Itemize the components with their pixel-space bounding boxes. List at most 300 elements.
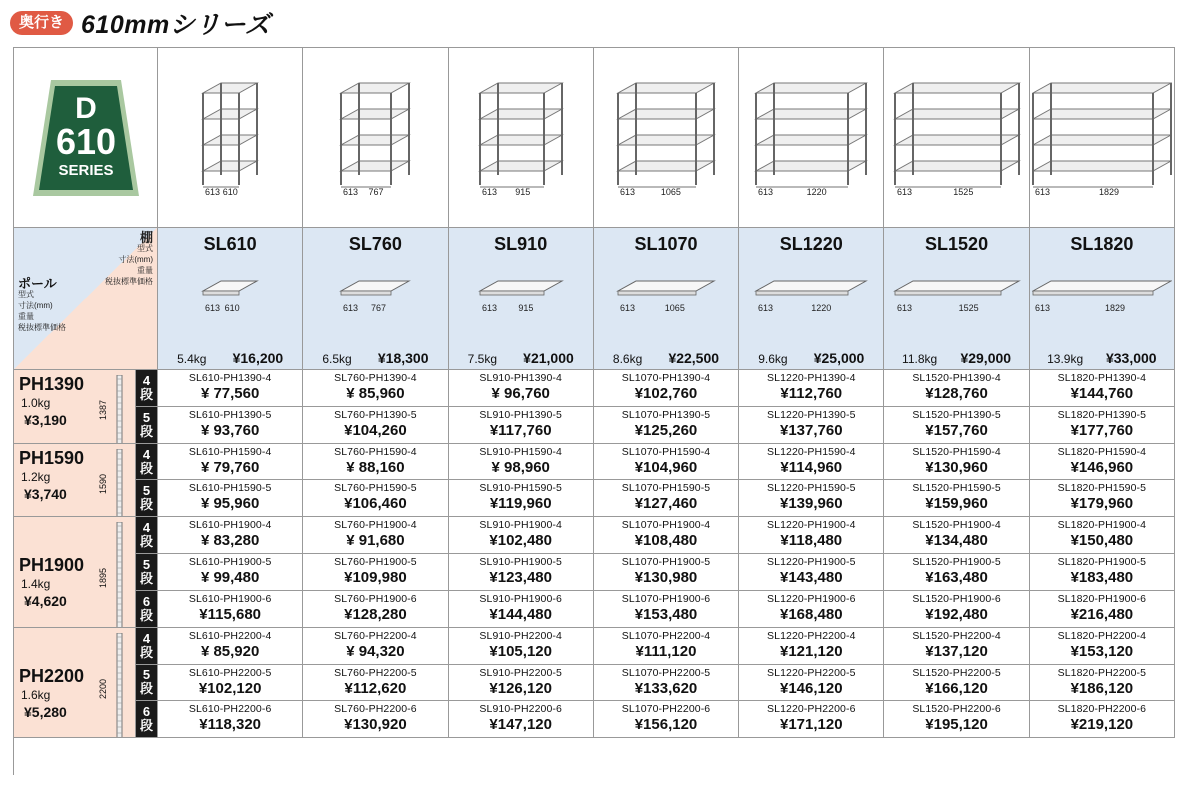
set-price: ¥137,760 (779, 421, 843, 439)
pole-model-name: PH1900 (19, 555, 85, 576)
set-price-cell (884, 444, 1029, 481)
set-model-code: SL610-PH2200-4 (188, 629, 272, 642)
set-model-code: SL1220-PH2200-4 (767, 629, 856, 642)
set-price-cell (158, 370, 303, 407)
set-price-cell (449, 628, 594, 665)
depth-dimension: 613 (1034, 186, 1050, 197)
tier-unit: 段 (139, 534, 153, 550)
rack-image-sl610 (158, 48, 303, 228)
set-model-code: SL1820-PH1900-6 (1057, 592, 1147, 605)
set-price: ¥153,480 (634, 605, 698, 623)
tier-count (136, 370, 158, 407)
logo-number: 610 (55, 120, 116, 162)
set-model-code: SL1520-PH2200-5 (912, 666, 1001, 679)
set-price-cell (303, 407, 448, 444)
tier-unit: 段 (139, 718, 153, 734)
tier-count (136, 444, 158, 481)
shelf-spec-sl1520 (884, 228, 1029, 370)
set-model-code: SL1070-PH1900-4 (621, 519, 711, 532)
set-model-code: SL760-PH1900-6 (334, 592, 417, 605)
tier-unit: 段 (139, 607, 153, 623)
set-model-code: SL1220-PH1900-5 (767, 556, 856, 569)
set-price: ¥150,480 (1070, 532, 1134, 550)
set-price: ¥146,960 (1070, 458, 1134, 476)
shelf-weight: 8.6kg (612, 352, 643, 366)
set-model-code: SL910-PH1900-6 (479, 592, 562, 605)
set-price-cell (884, 554, 1029, 591)
set-price: ¥112,760 (780, 385, 843, 402)
shelving-rack-illustration (1032, 53, 1172, 223)
set-model-code: SL1520-PH1900-4 (912, 519, 1001, 532)
set-model-code: SL1070-PH1590-5 (621, 482, 711, 495)
width-dimension: 1829 (1104, 303, 1125, 313)
tier-count (136, 591, 158, 628)
set-price: ¥102,480 (489, 532, 552, 550)
set-price-cell (884, 701, 1029, 738)
set-price-cell (739, 407, 884, 444)
set-price: ¥102,120 (198, 679, 262, 697)
set-price: ¥168,480 (779, 605, 843, 623)
width-dimension: 1220 (806, 186, 827, 197)
shelf-board-illustration (741, 275, 881, 327)
shelf-model-name: SL1070 (634, 234, 698, 254)
tier-count (136, 407, 158, 444)
pole-illustration (115, 449, 125, 518)
set-price: ¥126,120 (489, 679, 552, 697)
set-model-code: SL1520-PH1390-5 (912, 408, 1001, 421)
set-price-cell (158, 591, 303, 628)
set-model-code: SL610-PH1390-4 (188, 372, 272, 384)
set-price: ¥ 88,160 (346, 458, 405, 476)
set-price: ¥144,480 (489, 605, 552, 623)
pole-price: ¥4,620 (24, 593, 67, 610)
set-price-cell (158, 665, 303, 702)
page-header (10, 8, 270, 38)
set-model-code: SL610-PH2200-5 (188, 666, 272, 679)
set-price: ¥111,120 (635, 642, 697, 660)
shelf-price: ¥16,200 (232, 350, 284, 366)
width-dimension: 1065 (664, 303, 685, 313)
depth-dimension: 613 (481, 303, 497, 313)
set-price: ¥112,620 (344, 679, 407, 697)
pole-price: ¥3,190 (24, 412, 67, 428)
set-model-code: SL1070-PH1900-6 (621, 592, 711, 605)
set-price: ¥ 79,760 (200, 458, 260, 476)
pole-weight: 1.2kg (21, 469, 51, 484)
shelf-weight: 6.5kg (322, 352, 352, 366)
set-price-cell (303, 628, 448, 665)
set-model-code: SL910-PH1390-5 (479, 408, 562, 421)
set-model-code: SL1820-PH1900-5 (1057, 556, 1147, 569)
set-price-cell (158, 628, 303, 665)
pole-length: 1590 (97, 473, 108, 494)
shelf-price: ¥21,000 (523, 350, 574, 366)
shelf-weight-price (449, 350, 593, 366)
set-price: ¥177,760 (1070, 421, 1134, 439)
set-model-code: SL760-PH1590-4 (334, 445, 417, 458)
tier-unit: 段 (139, 681, 153, 697)
shelf-weight: 13.9kg (1047, 352, 1084, 366)
shelf-price: ¥18,300 (377, 350, 429, 366)
set-price: ¥130,920 (344, 716, 407, 734)
depth-dimension: 613 (758, 186, 774, 197)
set-model-code: SL910-PH1590-5 (479, 482, 562, 495)
depth-dimension: 613 (619, 303, 636, 313)
set-price: ¥128,280 (344, 605, 407, 623)
set-price: ¥118,480 (780, 532, 843, 550)
width-dimension: 915 (514, 186, 530, 197)
shelf-model-name: SL610 (203, 234, 257, 254)
set-price-cell (449, 665, 594, 702)
set-price: ¥ 98,960 (491, 458, 550, 476)
set-model-code: SL1220-PH2200-5 (767, 666, 856, 679)
pole-model-name: PH1590 (19, 447, 85, 468)
set-price-cell (594, 407, 739, 444)
page-title: 610mmシリーズ (81, 11, 271, 39)
tier-number: 5 (142, 409, 151, 425)
set-price: ¥ 95,960 (200, 495, 260, 513)
set-model-code: SL1520-PH1900-5 (912, 556, 1001, 569)
tier-unit: 段 (139, 460, 153, 476)
set-model-code: SL910-PH1590-4 (479, 445, 562, 458)
set-price-cell (1030, 665, 1175, 702)
set-model-code: SL1070-PH2200-4 (621, 629, 711, 642)
tier-number: 4 (142, 520, 151, 536)
set-model-code: SL760-PH2200-4 (334, 629, 417, 642)
set-price-cell (594, 517, 739, 554)
shelf-legend-field: 重量 (137, 266, 153, 275)
set-price: ¥102,760 (634, 385, 698, 402)
shelf-board-illustration (596, 275, 736, 327)
set-price-cell (449, 480, 594, 517)
price-table (13, 47, 1175, 775)
depth-dimension: 613 (205, 303, 221, 313)
set-price-cell (1030, 480, 1175, 517)
set-price-cell (739, 701, 884, 738)
depth-dimension: 613 (205, 186, 221, 197)
set-price-cell (1030, 628, 1175, 665)
set-price-cell (739, 665, 884, 702)
set-model-code: SL1220-PH1390-5 (767, 408, 856, 421)
width-dimension: 767 (368, 186, 384, 197)
set-model-code: SL910-PH2200-4 (479, 629, 562, 642)
set-model-code: SL760-PH2200-6 (334, 703, 417, 716)
set-model-code: SL1220-PH1900-6 (767, 592, 856, 605)
width-dimension: 610 (224, 303, 240, 313)
set-price-cell (884, 628, 1029, 665)
set-model-code: SL1070-PH1390-5 (621, 408, 711, 421)
pole-length: 2200 (97, 678, 108, 699)
set-price: ¥153,120 (1070, 642, 1134, 660)
set-model-code: SL610-PH1900-6 (188, 592, 272, 605)
set-price: ¥139,960 (779, 495, 843, 513)
set-price: ¥108,480 (634, 532, 698, 550)
set-model-code: SL910-PH1900-5 (479, 556, 562, 569)
tier-number: 6 (142, 593, 151, 609)
shelf-weight: 7.5kg (467, 352, 497, 366)
set-price: ¥ 77,560 (200, 385, 260, 402)
shelf-spec-sl1070 (594, 228, 739, 370)
set-model-code: SL910-PH2200-5 (479, 666, 562, 679)
width-dimension: 610 (222, 186, 238, 197)
shelving-rack-illustration (741, 53, 881, 223)
set-price-cell (158, 701, 303, 738)
set-price-cell (1030, 591, 1175, 628)
pole-illustration (115, 522, 125, 627)
set-price: ¥156,120 (634, 716, 698, 734)
set-price: ¥117,760 (489, 421, 552, 439)
shelf-weight-price (594, 350, 738, 366)
set-price-cell (739, 591, 884, 628)
width-dimension: 1065 (660, 186, 681, 197)
set-price: ¥144,760 (1070, 385, 1134, 402)
set-price-cell (449, 444, 594, 481)
set-price-cell (1030, 407, 1175, 444)
rack-image-sl1520 (884, 48, 1029, 228)
set-price: ¥133,620 (634, 679, 698, 697)
set-price: ¥195,120 (925, 716, 988, 734)
depth-dimension: 613 (343, 186, 359, 197)
shelf-weight: 9.6kg (758, 352, 788, 366)
tier-unit: 段 (139, 644, 153, 660)
set-model-code: SL610-PH2200-6 (188, 703, 272, 716)
set-price-cell (884, 591, 1029, 628)
set-model-code: SL760-PH1900-5 (334, 556, 417, 569)
depth-dimension: 613 (896, 186, 912, 197)
shelf-legend-field: 寸法(mm) (118, 255, 153, 264)
set-price: ¥127,460 (634, 495, 698, 513)
pole-legend-field: 寸法(mm) (18, 301, 53, 310)
rack-image-sl1070 (594, 48, 739, 228)
set-price-cell (739, 628, 884, 665)
set-price: ¥ 83,280 (200, 532, 260, 550)
set-price-cell (1030, 370, 1175, 407)
tier-number: 4 (142, 630, 151, 646)
tier-count (136, 665, 158, 702)
shelf-spec-sl1220 (739, 228, 884, 370)
shelf-weight-price (1030, 350, 1174, 366)
set-model-code: SL1820-PH2200-6 (1057, 703, 1147, 716)
set-price: ¥183,480 (1070, 569, 1134, 587)
set-model-code: SL1820-PH1390-5 (1057, 408, 1147, 421)
tier-count (136, 480, 158, 517)
depth-dimension: 613 (896, 303, 912, 313)
set-price: ¥ 91,680 (346, 532, 405, 550)
set-model-code: SL610-PH1900-4 (188, 519, 272, 532)
set-price: ¥166,120 (925, 679, 988, 697)
shelf-price: ¥25,000 (813, 350, 865, 366)
logo-word: SERIES (57, 161, 114, 179)
shelf-model-name: SL1220 (779, 234, 843, 254)
shelf-legend-field: 型式 (137, 244, 153, 253)
set-model-code: SL1820-PH1390-4 (1057, 372, 1147, 384)
set-price-cell (884, 407, 1029, 444)
shelf-board-illustration (1032, 275, 1172, 327)
set-price: ¥ 96,760 (491, 385, 550, 402)
set-model-code: SL1520-PH1900-6 (912, 592, 1001, 605)
set-price-cell (158, 480, 303, 517)
set-model-code: SL1220-PH2200-6 (767, 703, 856, 716)
set-price-cell (449, 554, 594, 591)
tier-number: 5 (142, 667, 151, 683)
pole-weight: 1.0kg (21, 396, 51, 410)
set-price-cell (594, 665, 739, 702)
shelf-price: ¥33,000 (1105, 350, 1157, 366)
set-price-cell (739, 554, 884, 591)
shelf-weight-price (884, 350, 1028, 366)
pole-price: ¥3,740 (24, 485, 67, 502)
set-price: ¥219,120 (1070, 716, 1134, 734)
set-price-cell (158, 444, 303, 481)
set-price: ¥121,120 (779, 642, 843, 660)
set-price-cell (303, 701, 448, 738)
pole-legend-title: ポール (18, 276, 57, 291)
tier-number: 5 (142, 483, 151, 499)
width-dimension: 1525 (952, 186, 973, 197)
legend-corner (14, 228, 158, 370)
set-model-code: SL760-PH2200-5 (334, 666, 417, 679)
set-price-cell (884, 480, 1029, 517)
set-price: ¥163,480 (925, 569, 988, 587)
set-price: ¥128,760 (925, 385, 988, 402)
shelf-price: ¥22,500 (668, 350, 720, 366)
shelf-spec-sl610 (158, 228, 303, 370)
set-model-code: SL1070-PH2200-6 (621, 703, 711, 716)
set-model-code: SL1070-PH2200-5 (621, 666, 711, 679)
set-model-code: SL1820-PH1590-4 (1057, 445, 1147, 458)
pole-illustration (115, 633, 125, 738)
set-price: ¥146,120 (779, 679, 843, 697)
shelf-spec-sl1820 (1030, 228, 1175, 370)
tier-number: 4 (142, 372, 151, 388)
set-model-code: SL760-PH1390-4 (334, 372, 417, 384)
set-price-cell (594, 444, 739, 481)
depth-badge: 奥行き (10, 11, 73, 35)
set-price-cell (1030, 444, 1175, 481)
tier-number: 6 (142, 704, 151, 720)
set-price: ¥216,480 (1070, 605, 1134, 623)
set-price-cell (449, 407, 594, 444)
set-model-code: SL1220-PH1390-4 (767, 372, 856, 384)
set-model-code: SL1520-PH1590-4 (912, 445, 1001, 458)
set-price-cell (158, 407, 303, 444)
shelf-spec-sl760 (303, 228, 448, 370)
set-price-cell (594, 370, 739, 407)
shelf-legend-title: 棚 (139, 230, 153, 245)
tier-unit: 段 (139, 423, 153, 439)
set-price: ¥104,960 (634, 458, 698, 476)
set-model-code: SL1220-PH1900-4 (767, 519, 856, 532)
pole-length: 1895 (97, 568, 108, 589)
set-price: ¥115,680 (199, 605, 262, 623)
set-price: ¥134,480 (925, 532, 988, 550)
set-model-code: SL760-PH1390-5 (334, 408, 417, 421)
shelf-model-name: SL1820 (1070, 234, 1134, 254)
pole-price: ¥5,280 (24, 703, 67, 720)
set-price: ¥109,980 (344, 569, 407, 587)
set-model-code: SL1520-PH2200-4 (912, 629, 1001, 642)
tier-number: 5 (142, 556, 151, 572)
width-dimension: 1220 (811, 303, 832, 313)
pole-model-name: PH2200 (19, 665, 85, 686)
set-price-cell (594, 701, 739, 738)
set-price: ¥106,460 (344, 495, 407, 513)
set-model-code: SL760-PH1900-4 (334, 519, 417, 532)
tier-unit: 段 (139, 570, 153, 586)
set-model-code: SL1520-PH1590-5 (912, 482, 1001, 495)
set-price-cell (158, 554, 303, 591)
set-price: ¥ 85,920 (200, 642, 260, 660)
pole-length: 1387 (97, 399, 108, 421)
set-price-cell (884, 370, 1029, 407)
set-model-code: SL1520-PH2200-6 (912, 703, 1001, 716)
set-price: ¥ 94,320 (346, 642, 405, 660)
depth-dimension: 613 (758, 303, 774, 313)
shelf-spec-sl910 (449, 228, 594, 370)
set-price: ¥114,960 (780, 458, 843, 476)
set-model-code: SL610-PH1590-4 (188, 445, 272, 458)
set-model-code: SL1820-PH1900-4 (1057, 519, 1147, 532)
set-model-code: SL910-PH1390-4 (479, 372, 562, 384)
pole-spec-ph1390 (14, 370, 136, 444)
set-price-cell (594, 480, 739, 517)
set-price: ¥ 85,960 (346, 385, 405, 402)
pole-weight: 1.4kg (21, 577, 51, 592)
set-model-code: SL610-PH1900-5 (188, 556, 272, 569)
depth-dimension: 613 (1034, 303, 1050, 313)
set-model-code: SL1520-PH1390-4 (912, 372, 1001, 384)
set-price-cell (449, 370, 594, 407)
set-price: ¥119,960 (489, 495, 552, 513)
shelf-board-illustration (451, 275, 591, 327)
depth-dimension: 613 (343, 303, 359, 313)
pole-weight: 1.6kg (21, 687, 51, 702)
pole-spec-ph2200 (14, 628, 136, 738)
set-price: ¥ 93,760 (200, 421, 260, 439)
set-price-cell (158, 517, 303, 554)
set-model-code: SL1820-PH2200-4 (1057, 629, 1147, 642)
set-price-cell (594, 554, 739, 591)
set-model-code: SL1220-PH1590-5 (767, 482, 856, 495)
tier-unit: 段 (139, 497, 153, 513)
set-price: ¥192,480 (925, 605, 988, 623)
tier-unit: 段 (139, 386, 153, 402)
shelving-rack-illustration (160, 53, 300, 223)
tier-count (136, 628, 158, 665)
shelf-weight-price (158, 350, 302, 366)
set-price-cell (1030, 517, 1175, 554)
set-model-code: SL610-PH1390-5 (188, 408, 272, 421)
rack-image-sl1220 (739, 48, 884, 228)
set-model-code: SL910-PH2200-6 (479, 703, 562, 716)
set-price: ¥147,120 (489, 716, 552, 734)
width-dimension: 1525 (958, 303, 979, 313)
width-dimension: 1829 (1098, 186, 1119, 197)
set-price: ¥171,120 (779, 716, 843, 734)
set-price: ¥157,760 (925, 421, 988, 439)
pole-model-name: PH1390 (19, 374, 85, 394)
set-price-cell (303, 665, 448, 702)
tier-count (136, 517, 158, 554)
shelf-weight: 5.4kg (177, 352, 207, 366)
logo-letter: D (74, 91, 97, 125)
rack-image-sl1820 (1030, 48, 1175, 228)
set-price-cell (303, 591, 448, 628)
tier-number: 4 (142, 446, 151, 462)
pole-illustration (115, 375, 125, 444)
pole-legend-field: 税抜標準価格 (18, 323, 66, 332)
pole-spec-ph1900 (14, 517, 136, 627)
